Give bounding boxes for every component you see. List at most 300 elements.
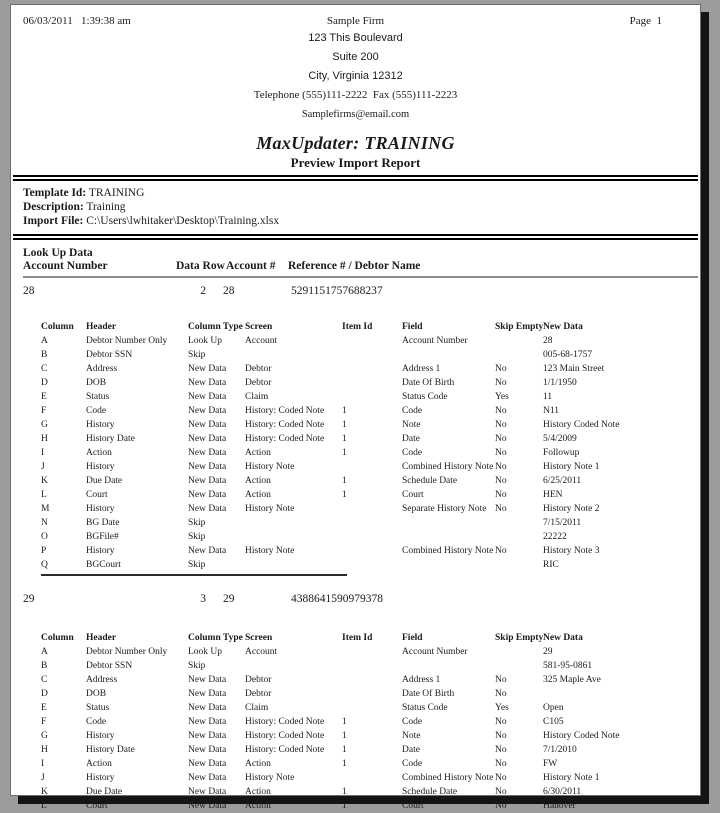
table-row bbox=[41, 701, 701, 715]
col-reference-debtor: Reference # / Debtor Name bbox=[288, 260, 421, 272]
table-cell: History bbox=[86, 731, 115, 741]
page-top-header bbox=[11, 15, 700, 29]
column-header: Column Type bbox=[188, 633, 243, 643]
entry-data-row: 3 bbox=[200, 593, 206, 605]
table-cell bbox=[245, 558, 342, 572]
table-cell: History Date bbox=[86, 745, 135, 755]
table-cell: No bbox=[495, 406, 507, 416]
report-subtitle: Preview Import Report bbox=[290, 155, 421, 170]
table-cell: Date bbox=[402, 434, 420, 444]
table-cell: History Note bbox=[245, 773, 295, 783]
table-cell: New Data bbox=[188, 546, 227, 556]
table-cell: Yes bbox=[495, 392, 509, 402]
table-cell bbox=[402, 558, 495, 572]
column-header: Column bbox=[41, 633, 74, 643]
table-cell bbox=[245, 348, 342, 362]
table-cell: Q bbox=[41, 560, 48, 570]
table-cell: Note bbox=[402, 420, 421, 430]
table-cell: 1 bbox=[342, 731, 347, 741]
table-cell: Hanover bbox=[543, 801, 576, 811]
table-cell: History: Coded Note bbox=[245, 745, 325, 755]
table-cell: Code bbox=[402, 406, 423, 416]
table-cell bbox=[495, 659, 543, 673]
table-cell: H bbox=[41, 745, 48, 755]
table-cell: Skip bbox=[188, 661, 206, 671]
table-cell: 1 bbox=[342, 717, 347, 727]
table-cell: 1 bbox=[342, 745, 347, 755]
table-cell: Status bbox=[86, 392, 110, 402]
table-cell: Open bbox=[543, 703, 564, 713]
table-cell: New Data bbox=[188, 504, 227, 514]
table-row bbox=[41, 502, 701, 516]
description-value: Training bbox=[86, 201, 126, 213]
table-cell: Skip bbox=[188, 518, 206, 528]
entry-account: 28 bbox=[223, 285, 235, 297]
table-cell: Court bbox=[402, 801, 424, 811]
firm-address-line3: City, Virginia 12312 bbox=[308, 70, 403, 82]
table-cell: History Note bbox=[245, 546, 295, 556]
table-cell bbox=[342, 659, 402, 673]
table-header-row bbox=[41, 320, 701, 334]
table-row bbox=[41, 715, 701, 729]
entry-account: 29 bbox=[223, 593, 235, 605]
table-cell: No bbox=[495, 420, 507, 430]
table-cell: History bbox=[86, 773, 115, 783]
table-cell: Code bbox=[402, 717, 423, 727]
table-cell: No bbox=[495, 675, 507, 685]
table-cell: No bbox=[495, 787, 507, 797]
table-cell bbox=[245, 659, 342, 673]
report-title: MaxUpdater: TRAINING bbox=[256, 133, 455, 153]
table-cell: New Data bbox=[188, 759, 227, 769]
table-cell: C105 bbox=[543, 717, 564, 727]
column-header: Skip Empty bbox=[495, 322, 544, 332]
table-cell: Date bbox=[402, 745, 420, 755]
table-cell: History: Coded Note bbox=[245, 420, 325, 430]
table-cell: Combined History Note bbox=[402, 546, 494, 556]
table-cell: L bbox=[41, 490, 47, 500]
lookup-section-title: Look Up Data bbox=[23, 247, 93, 259]
table-cell bbox=[342, 530, 402, 544]
table-cell: 1 bbox=[342, 406, 347, 416]
table-cell: 6/25/2011 bbox=[543, 476, 582, 486]
table-cell: DOB bbox=[86, 689, 107, 699]
table-cell: B bbox=[41, 661, 48, 671]
table-cell: New Data bbox=[188, 378, 227, 388]
table-cell: Date Of Birth bbox=[402, 689, 455, 699]
description-label: Description: bbox=[23, 201, 84, 213]
table-cell: Note bbox=[402, 731, 421, 741]
report-info-block bbox=[11, 181, 700, 230]
table-cell: History Note 2 bbox=[543, 504, 600, 514]
table-cell bbox=[402, 348, 495, 362]
table-cell: History bbox=[86, 546, 115, 556]
table-cell: No bbox=[495, 546, 507, 556]
table-row bbox=[41, 659, 701, 673]
table-cell: 11 bbox=[543, 392, 553, 402]
firm-email: Samplefirms@email.com bbox=[301, 109, 410, 120]
table-cell: D bbox=[41, 378, 48, 388]
table-cell: 28 bbox=[543, 336, 553, 346]
lookup-columns-header bbox=[11, 260, 700, 274]
table-row bbox=[41, 390, 701, 404]
table-cell: Debtor SSN bbox=[86, 350, 133, 360]
column-header: Column Type bbox=[188, 322, 243, 332]
table-cell bbox=[495, 645, 543, 659]
table-row bbox=[41, 544, 701, 558]
table-cell: Code bbox=[86, 717, 107, 727]
table-cell bbox=[342, 544, 402, 558]
column-header: New Data bbox=[543, 633, 583, 643]
column-header: New Data bbox=[543, 322, 583, 332]
firm-address-line2: Suite 200 bbox=[332, 51, 379, 63]
table-cell: 29 bbox=[543, 647, 553, 657]
table-cell: 1 bbox=[342, 434, 347, 444]
table-cell: 1 bbox=[342, 759, 347, 769]
table-cell: History Note bbox=[245, 504, 295, 514]
table-row bbox=[41, 743, 701, 757]
table-cell: No bbox=[495, 801, 507, 811]
table-cell: Look Up bbox=[188, 647, 223, 657]
table-row bbox=[41, 516, 701, 530]
table-cell: Skip bbox=[188, 560, 206, 570]
table-cell: Address 1 bbox=[402, 675, 441, 685]
table-cell: HEN bbox=[543, 490, 563, 500]
table-cell: Status Code bbox=[402, 703, 448, 713]
table-row bbox=[41, 334, 701, 348]
table-cell bbox=[342, 362, 402, 376]
column-header: Screen bbox=[245, 322, 273, 332]
table-cell bbox=[245, 516, 342, 530]
table-cell: RIC bbox=[543, 560, 559, 570]
table-cell: BG Date bbox=[86, 518, 120, 528]
column-header: Item Id bbox=[342, 322, 373, 332]
table-cell bbox=[342, 687, 402, 701]
table-cell: History Note 1 bbox=[543, 462, 600, 472]
table-cell: New Data bbox=[188, 406, 227, 416]
table-cell: New Data bbox=[188, 434, 227, 444]
table-cell bbox=[342, 558, 402, 572]
table-cell: Court bbox=[86, 801, 108, 811]
table-cell: Claim bbox=[245, 703, 269, 713]
column-header: Item Id bbox=[342, 633, 373, 643]
table-cell: Due Date bbox=[86, 476, 123, 486]
column-header: Column bbox=[41, 322, 74, 332]
table-cell: New Data bbox=[188, 787, 227, 797]
table-cell bbox=[342, 516, 402, 530]
table-cell: No bbox=[495, 476, 507, 486]
table-cell: Status bbox=[86, 703, 110, 713]
table-cell: H bbox=[41, 434, 48, 444]
table-cell: New Data bbox=[188, 703, 227, 713]
table-cell: History Date bbox=[86, 434, 135, 444]
table-cell: New Data bbox=[188, 392, 227, 402]
table-cell: Action bbox=[245, 490, 271, 500]
table-cell: Status Code bbox=[402, 392, 448, 402]
table-cell: L bbox=[41, 801, 47, 811]
entry-account-number: 28 bbox=[23, 285, 35, 297]
table-cell: P bbox=[41, 546, 47, 556]
table-cell: Address bbox=[86, 675, 118, 685]
table-cell: K bbox=[41, 476, 48, 486]
table-cell: Look Up bbox=[188, 336, 223, 346]
table-cell: No bbox=[495, 689, 507, 699]
entry-reference: 4388641590979378 bbox=[291, 593, 383, 605]
table-cell bbox=[342, 673, 402, 687]
table-cell: Debtor bbox=[245, 689, 272, 699]
table-cell: New Data bbox=[188, 731, 227, 741]
template-id-label: Template Id: bbox=[23, 187, 87, 199]
table-cell: History Note 3 bbox=[543, 546, 600, 556]
table-cell: History Note 1 bbox=[543, 773, 600, 783]
table-cell: New Data bbox=[188, 773, 227, 783]
table-cell: E bbox=[41, 392, 47, 402]
table-cell: 7/15/2011 bbox=[543, 518, 582, 528]
table-cell: Address bbox=[86, 364, 118, 374]
table-cell: M bbox=[41, 504, 50, 514]
mapping-table-entry-2 bbox=[41, 631, 701, 813]
table-cell: History: Coded Note bbox=[245, 717, 325, 727]
table-cell: 325 Maple Ave bbox=[543, 675, 601, 685]
firm-phone-fax: Telephone (555)111-2222 Fax (555)111-2223 bbox=[253, 89, 458, 101]
table-cell bbox=[342, 376, 402, 390]
table-cell: F bbox=[41, 406, 47, 416]
table-cell bbox=[402, 516, 495, 530]
table-cell: A bbox=[41, 647, 48, 657]
entry-data-row: 2 bbox=[200, 285, 206, 297]
table-cell bbox=[402, 659, 495, 673]
table-cell: New Data bbox=[188, 448, 227, 458]
table-cell: 123 Main Street bbox=[543, 364, 605, 374]
table-row bbox=[41, 530, 701, 544]
table-row bbox=[41, 645, 701, 659]
table-cell: Date Of Birth bbox=[402, 378, 455, 388]
table-cell: J bbox=[41, 462, 45, 472]
table-cell: No bbox=[495, 745, 507, 755]
table-cell bbox=[342, 771, 402, 785]
import-file-row bbox=[23, 214, 700, 228]
table-cell: Debtor Number Only bbox=[86, 336, 168, 346]
table-cell: BGFile# bbox=[86, 532, 119, 542]
table-cell: No bbox=[495, 731, 507, 741]
table-cell: G bbox=[41, 731, 48, 741]
table-row bbox=[41, 432, 701, 446]
import-file-label: Import File: bbox=[23, 215, 84, 227]
mapping-table-header bbox=[41, 631, 701, 645]
table-cell: No bbox=[495, 462, 507, 472]
table-cell: Action bbox=[86, 448, 112, 458]
table-cell: History: Coded Note bbox=[245, 434, 325, 444]
table-row bbox=[41, 362, 701, 376]
table-cell bbox=[342, 390, 402, 404]
column-header: Skip Empty bbox=[495, 633, 544, 643]
table-cell bbox=[342, 348, 402, 362]
table-cell: New Data bbox=[188, 675, 227, 685]
table-row bbox=[41, 376, 701, 390]
table-cell: History bbox=[86, 462, 115, 472]
table-row bbox=[41, 673, 701, 687]
table-cell: No bbox=[495, 773, 507, 783]
table-cell: 1/1/1950 bbox=[543, 378, 577, 388]
table-cell bbox=[342, 645, 402, 659]
table-cell: A bbox=[41, 336, 48, 346]
table-cell bbox=[495, 348, 543, 362]
table-cell bbox=[342, 460, 402, 474]
column-header: Header bbox=[86, 322, 117, 332]
mapping-table-header bbox=[41, 320, 701, 334]
template-id-value: TRAINING bbox=[88, 187, 145, 199]
col-account-hash: Account # bbox=[226, 260, 276, 272]
firm-name: Sample Firm bbox=[326, 15, 385, 27]
table-cell: Code bbox=[402, 759, 423, 769]
table-row bbox=[41, 771, 701, 785]
table-row bbox=[41, 558, 701, 572]
table-cell: C bbox=[41, 675, 48, 685]
table-cell: Court bbox=[402, 490, 424, 500]
divider-thin-line bbox=[23, 276, 698, 278]
table-cell: Combined History Note bbox=[402, 462, 494, 472]
table-row bbox=[41, 799, 701, 813]
table-cell bbox=[402, 530, 495, 544]
table-cell: History Coded Note bbox=[543, 420, 620, 430]
table-cell: Court bbox=[86, 490, 108, 500]
table-cell: Account Number bbox=[402, 336, 468, 346]
table-cell: History: Coded Note bbox=[245, 731, 325, 741]
column-header: Field bbox=[402, 322, 423, 332]
table-cell: No bbox=[495, 364, 507, 374]
table-cell bbox=[495, 530, 543, 544]
table-cell: Account Number bbox=[402, 647, 468, 657]
description-row bbox=[23, 200, 700, 214]
table-cell bbox=[495, 558, 543, 572]
table-cell bbox=[245, 530, 342, 544]
entry-reference: 5291151757688237 bbox=[291, 285, 383, 297]
table-cell: O bbox=[41, 532, 48, 542]
firm-address-line1: 123 This Boulevard bbox=[308, 32, 403, 44]
table-row bbox=[41, 404, 701, 418]
table-cell: I bbox=[41, 448, 45, 458]
table-cell: 581-95-0861 bbox=[543, 661, 593, 671]
table-cell: New Data bbox=[188, 476, 227, 486]
page-number: Page 1 bbox=[629, 15, 662, 27]
table-row bbox=[41, 757, 701, 771]
table-cell: Combined History Note bbox=[402, 773, 494, 783]
table-cell: Schedule Date bbox=[402, 787, 458, 797]
lookup-entry-values bbox=[11, 285, 700, 299]
template-id-row bbox=[23, 186, 700, 200]
table-cell: Address 1 bbox=[402, 364, 441, 374]
table-cell: New Data bbox=[188, 490, 227, 500]
table-row bbox=[41, 729, 701, 743]
table-cell: Action bbox=[245, 476, 271, 486]
table-row bbox=[41, 474, 701, 488]
table-cell: Action bbox=[245, 759, 271, 769]
table-cell: Debtor bbox=[245, 364, 272, 374]
table-cell: Followup bbox=[543, 448, 580, 458]
mapping-table-body bbox=[41, 334, 701, 572]
table-cell: Account bbox=[245, 647, 278, 657]
lookup-entry-values bbox=[11, 593, 700, 607]
table-cell: Skip bbox=[188, 532, 206, 542]
table-cell: No bbox=[495, 504, 507, 514]
table-cell: N bbox=[41, 518, 48, 528]
table-cell: New Data bbox=[188, 462, 227, 472]
table-cell: Debtor SSN bbox=[86, 661, 133, 671]
table-cell bbox=[495, 334, 543, 348]
table-cell: No bbox=[495, 490, 507, 500]
table-cell bbox=[342, 502, 402, 516]
table-cell: New Data bbox=[188, 745, 227, 755]
table-cell: DOB bbox=[86, 378, 107, 388]
table-cell: Debtor bbox=[245, 675, 272, 685]
table-cell: Action bbox=[86, 759, 112, 769]
table-cell: History Coded Note bbox=[543, 731, 620, 741]
table-cell: No bbox=[495, 717, 507, 727]
table-cell: Action bbox=[245, 801, 271, 811]
table-cell bbox=[342, 701, 402, 715]
table-cell: G bbox=[41, 420, 48, 430]
table-cell: History bbox=[86, 420, 115, 430]
table-row bbox=[41, 488, 701, 502]
table-cell: C bbox=[41, 364, 48, 374]
table-cell: New Data bbox=[188, 689, 227, 699]
table-cell: Debtor bbox=[245, 378, 272, 388]
table-cell: History bbox=[86, 504, 115, 514]
table-cell: D bbox=[41, 689, 48, 699]
table-cell: New Data bbox=[188, 801, 227, 811]
table-cell: Yes bbox=[495, 703, 509, 713]
col-account-number: Account Number bbox=[23, 260, 108, 272]
table-cell: I bbox=[41, 759, 45, 769]
table-row bbox=[41, 785, 701, 799]
table-cell bbox=[543, 687, 701, 701]
table-cell: F bbox=[41, 717, 47, 727]
table-cell: New Data bbox=[188, 717, 227, 727]
table-cell: 22222 bbox=[543, 532, 567, 542]
table-cell: 7/1/2010 bbox=[543, 745, 577, 755]
column-header: Field bbox=[402, 633, 423, 643]
table-cell: History: Coded Note bbox=[245, 406, 325, 416]
table-cell: N11 bbox=[543, 406, 560, 416]
table-cell: 005-68-1757 bbox=[543, 350, 593, 360]
table-cell: K bbox=[41, 787, 48, 797]
report-page bbox=[10, 4, 701, 811]
table-cell: No bbox=[495, 759, 507, 769]
col-data-row: Data Row bbox=[176, 260, 225, 272]
table-cell: Due Date bbox=[86, 787, 123, 797]
table-cell: 1 bbox=[342, 787, 347, 797]
table-cell: 1 bbox=[342, 476, 347, 486]
table-cell: Claim bbox=[245, 392, 269, 402]
table-cell: New Data bbox=[188, 364, 227, 374]
table-cell: FW bbox=[543, 759, 558, 769]
table-cell: 5/4/2009 bbox=[543, 434, 577, 444]
table-cell: New Data bbox=[188, 420, 227, 430]
table-cell: Code bbox=[86, 406, 107, 416]
table-cell: 1 bbox=[342, 801, 347, 811]
table-cell: B bbox=[41, 350, 48, 360]
table-row bbox=[41, 446, 701, 460]
report-datetime: 06/03/2011 1:39:38 am bbox=[23, 15, 131, 27]
table-row bbox=[41, 348, 701, 362]
table-cell: Debtor Number Only bbox=[86, 647, 168, 657]
entry-account-number: 29 bbox=[23, 593, 35, 605]
table-header-row bbox=[41, 631, 701, 645]
table-cell: 1 bbox=[342, 448, 347, 458]
table-cell: BGCourt bbox=[86, 560, 121, 570]
table-cell: Code bbox=[402, 448, 423, 458]
mapping-table-body bbox=[41, 645, 701, 813]
